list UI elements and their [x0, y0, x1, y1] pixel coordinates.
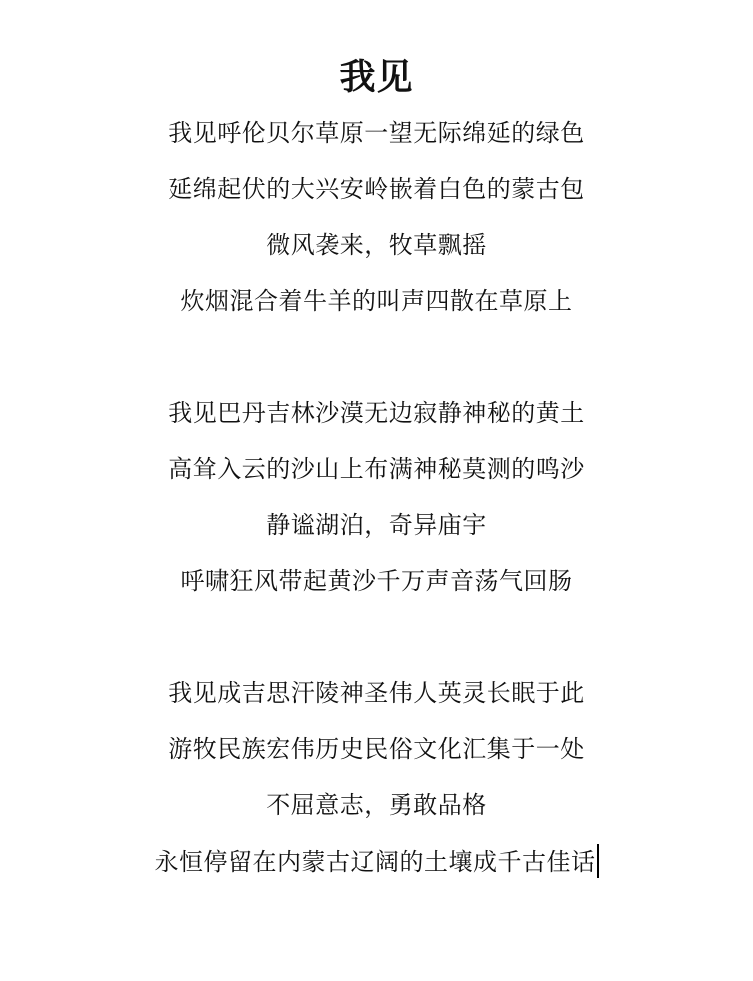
poem-last-line[interactable]	[0, 844, 753, 879]
poem-line: 不屈意志，勇敢品格	[266, 791, 487, 819]
poem-line: 炊烟混合着牛羊的叫声四散在草原上	[180, 287, 573, 315]
poem-title: 我见	[339, 57, 414, 98]
poem-line: 延绵起伏的大兴安岭嵌着白色的蒙古包	[168, 175, 585, 203]
poem-line: 高耸入云的沙山上布满神秘莫测的鸣沙	[168, 455, 585, 483]
poem-line: 呼啸狂风带起黄沙千万声音荡气回肠	[180, 567, 573, 595]
poem-line: 永恒停留在内蒙古辽阔的土壤成千古佳话	[154, 848, 596, 876]
text-cursor	[597, 844, 599, 878]
poem-line: 静谧湖泊，奇异庙宇	[266, 511, 487, 539]
poem-line: 我见巴丹吉林沙漠无边寂静神秘的黄土	[168, 399, 585, 427]
poem-line: 我见呼伦贝尔草原一望无际绵延的绿色	[168, 119, 585, 147]
poem-line: 我见成吉思汗陵神圣伟人英灵长眠于此	[168, 679, 585, 707]
poem-line: 游牧民族宏伟历史民俗文化汇集于一处	[168, 735, 585, 763]
poem-line: 微风袭来，牧草飘摇	[266, 231, 487, 259]
